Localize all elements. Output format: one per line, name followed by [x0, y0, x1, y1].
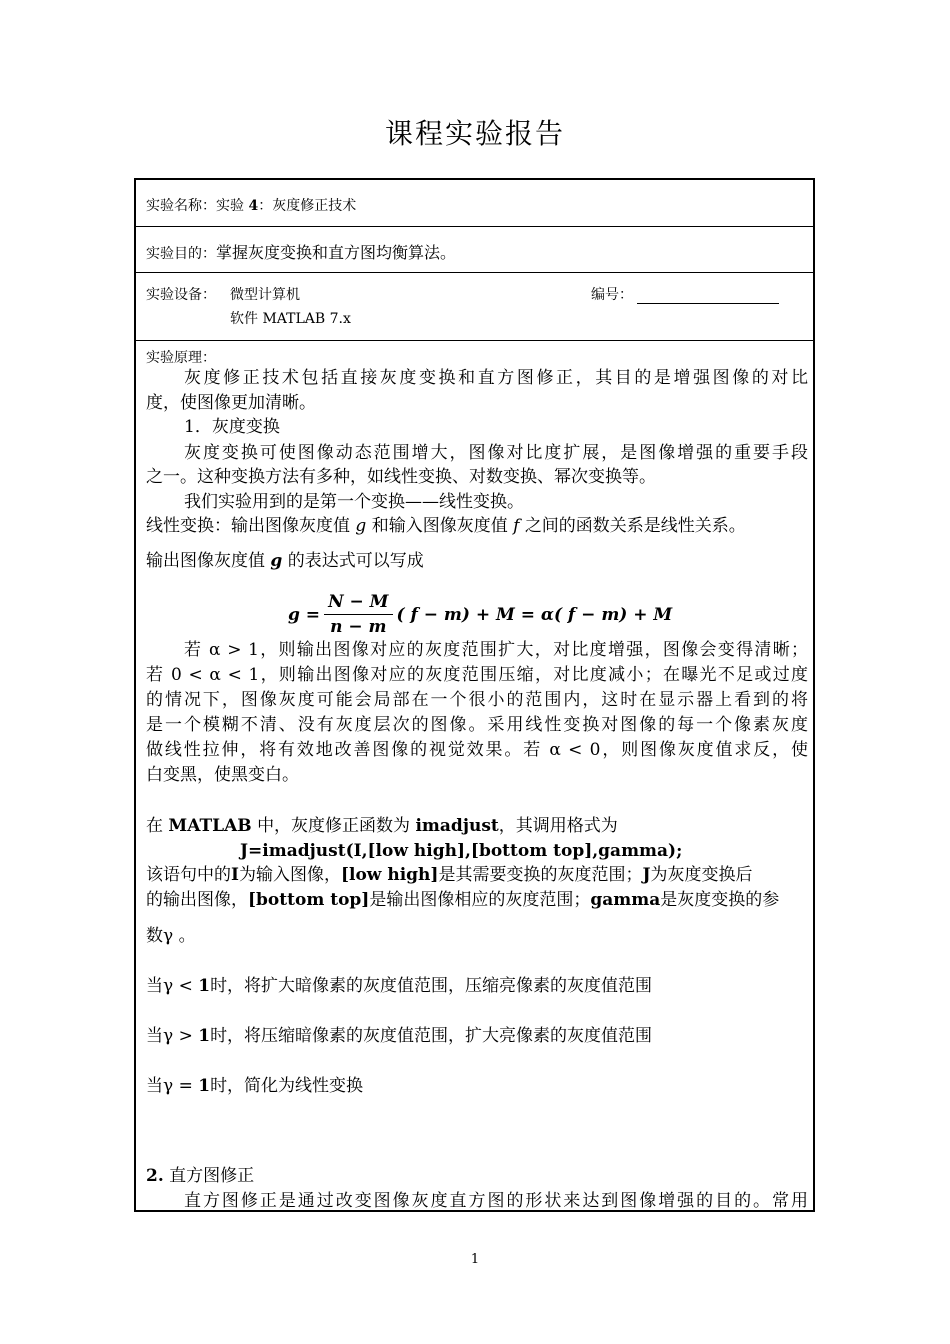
p9-gamma: gamma: [590, 890, 661, 910]
name-label: 实验名称：实验: [146, 198, 244, 214]
page-number: 1: [470, 1252, 480, 1267]
name-rest: ：灰度修正技术: [258, 198, 357, 214]
experiment-name-row: [136, 180, 813, 227]
g1c: 时，将扩大暗像素的灰度值范围，压缩亮像素的灰度值范围: [210, 976, 653, 996]
formula-lhs: g =: [288, 604, 321, 625]
p8: [146, 863, 753, 888]
p7: [146, 814, 618, 839]
device-1: 微型计算机: [230, 287, 300, 303]
p8g: 为灰度变换后: [650, 865, 753, 885]
p1b: 度，使图像更加清晰。: [146, 393, 316, 413]
experiment-device-row: [136, 273, 813, 341]
experiment-purpose-row: [136, 227, 813, 273]
p7c: 中，灰度修正函数为: [257, 816, 411, 836]
g2c: 时，将压缩暗像素的灰度值范围，扩大亮像素的灰度值范围: [210, 1026, 653, 1046]
p6e: 做线性拉伸，将有效地改善图像的视觉效果。若 α < 0，则图像灰度值求反，使: [146, 740, 808, 760]
g3c: 时，简化为线性变换: [210, 1076, 364, 1096]
p4c: 之间的函数关系是线性关系。: [524, 516, 746, 536]
formula-rhs: ( f − m) + M = α( f − m) + M: [396, 604, 673, 625]
g2b: 1: [198, 1026, 211, 1046]
p7e: ，其调用格式为: [498, 816, 618, 836]
report-title: 课程实验报告: [384, 117, 565, 150]
section-1-title: 1．灰度变换: [184, 417, 280, 437]
p4: [146, 514, 746, 539]
imadjust-code: J=imadjust(I,[low high],[bottom top],gamma);: [240, 841, 683, 861]
p4b: 和输入图像灰度值: [371, 516, 508, 536]
experiment-purpose: [146, 240, 456, 263]
number-label: 编号：: [591, 287, 633, 303]
name-num: 4: [248, 198, 259, 214]
linear-formula: [288, 592, 672, 637]
p7a: 在: [146, 816, 163, 836]
p8-i: I: [231, 865, 239, 885]
gamma-eq-1: [146, 1074, 363, 1099]
p4a: 线性变换：输出图像灰度值: [146, 516, 350, 536]
formula-fraction: [324, 592, 392, 637]
p9c: 是输出图像相应的灰度范围；: [369, 890, 591, 910]
p6a: 若 α > 1，则输出图像对应的灰度范围扩大，对比度增强，图像会变得清晰；: [184, 640, 809, 660]
p4-f: f: [513, 516, 520, 536]
p9: [146, 888, 779, 913]
p8-lowhigh: [low high]: [340, 865, 439, 885]
g1a: 当γ <: [146, 976, 199, 996]
formula-denominator: n − m: [330, 617, 387, 637]
p6f: 白变黑，使黑变白。: [146, 765, 299, 785]
g3b: 1: [198, 1076, 211, 1096]
p5-g: g: [270, 551, 283, 571]
number-field: [591, 284, 779, 304]
g2a: 当γ >: [146, 1026, 199, 1046]
p10: 数γ 。: [146, 926, 196, 946]
device-label: 实验设备：: [146, 287, 216, 303]
p8a: 该语句中的: [146, 865, 231, 885]
p5: [146, 549, 424, 574]
p6d: 是一个模糊不清、没有灰度层次的图像。采用线性变换对图像的每一个像素灰度: [146, 715, 808, 735]
g3a: 当γ =: [146, 1076, 199, 1096]
p8e: 是其需要变换的灰度范围；: [438, 865, 643, 885]
p7-imadjust: imadjust: [415, 816, 499, 836]
p4-g: g: [355, 516, 367, 536]
gamma-lt-1: [146, 974, 652, 999]
p9a: 的输出图像，: [146, 890, 248, 910]
experiment-name: [146, 195, 356, 215]
p11: 直方图修正是通过改变图像灰度直方图的形状来达到图像增强的目的。常用: [184, 1191, 808, 1211]
p7-matlab: MATLAB: [168, 816, 252, 836]
p8c: 为输入图像，: [238, 865, 341, 885]
p5a: 输出图像灰度值: [146, 551, 265, 571]
number-blank: [637, 287, 779, 304]
g1b: 1: [198, 976, 211, 996]
p2a: 灰度变换可使图像动态范围增大，图像对比度扩展，是图像增强的重要手段: [184, 443, 808, 463]
p9e: 是灰度变换的参: [660, 890, 780, 910]
report-table: [134, 178, 815, 1212]
p1a: 灰度修正技术包括直接灰度变换和直方图修正，其目的是增强图像的对比: [184, 368, 808, 388]
purpose-text: 掌握灰度变换和直方图均衡算法。: [216, 243, 457, 262]
p6c: 的情况下，图像灰度可能会局部在一个很小的范围内，这时在显示器上看到的将: [146, 690, 808, 710]
gamma-gt-1: [146, 1024, 652, 1049]
p5b: 的表达式可以写成: [287, 551, 424, 571]
device-2: 软件 MATLAB 7.x: [230, 311, 351, 327]
p3: 我们实验用到的是第一个变换——线性变换。: [184, 492, 524, 512]
principle-label: 实验原理：: [146, 350, 216, 366]
s2-text: 直方图修正: [169, 1166, 255, 1186]
p6b: 若 0 < α < 1，则输出图像对应的灰度范围压缩，对比度减小；在曝光不足或过度: [146, 665, 808, 685]
formula-numerator: N − M: [324, 592, 392, 615]
p2b: 之一。这种变换方法有多种，如线性变换、对数变换、幂次变换等。: [146, 467, 656, 487]
purpose-label: 实验目的：: [146, 246, 216, 262]
section-2-title: [146, 1164, 254, 1189]
s2-num: 2.: [146, 1166, 164, 1186]
p8-j: J: [642, 865, 651, 885]
p9-bottomtop: [bottom top]: [248, 890, 370, 910]
